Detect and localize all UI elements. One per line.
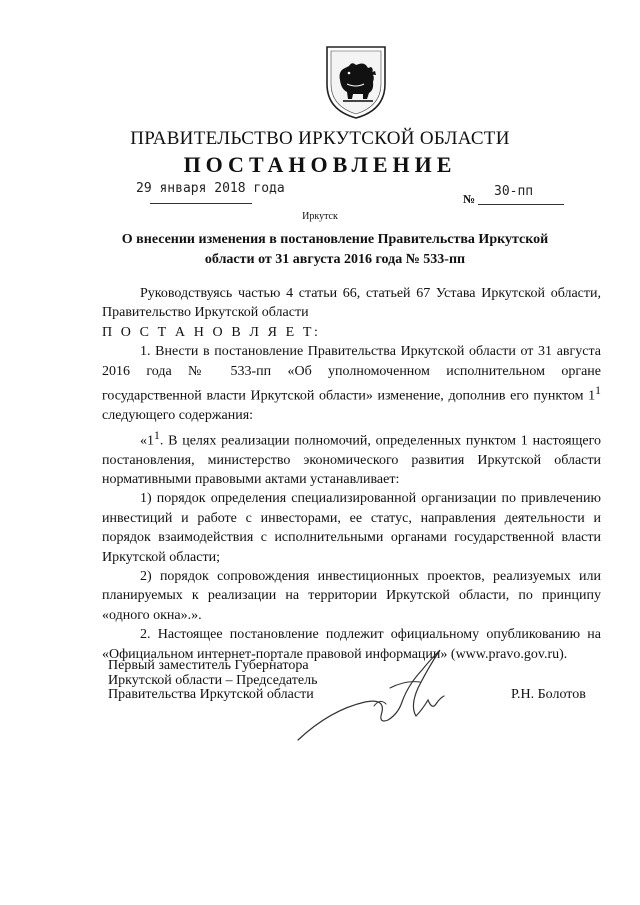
- role-line-1: Первый заместитель Губернатора: [108, 658, 309, 673]
- signatory-name: Р.Н. Болотов: [511, 687, 586, 702]
- role-line-2: Иркутской области – Председатель: [108, 672, 318, 688]
- government-name: ПРАВИТЕЛЬСТВО ИРКУТСКОЙ ОБЛАСТИ: [130, 128, 510, 149]
- number-sign: №: [463, 192, 476, 206]
- handwritten-signature-icon: [290, 640, 470, 750]
- quote-paragraph: [102, 426, 601, 490]
- city-label: Иркутск: [302, 211, 338, 222]
- document-subject: [90, 230, 580, 270]
- item-1-superscript: 1: [595, 384, 601, 398]
- subitem-2-paragraph: 2) порядок сопровождения инвестиционных проектов, реализуемых или планируемых к реализации на территории Иркутской области, по принципу «одного окна».».: [102, 569, 601, 623]
- item-1-text-end: следующего содержания:: [102, 408, 254, 424]
- quote-text: . В целях реализации полномочий, определенных пунктом 1 настоящего постановления, министерство экономического развития Иркутской области нормативными правовыми актами устанавливает:: [102, 433, 601, 487]
- date-underline: [150, 203, 252, 204]
- quote-superscript: 1: [154, 428, 160, 442]
- subject-line-2: области от 31 августа 2016 года № 533-пп: [204, 252, 466, 267]
- document-number: 30-пп: [494, 184, 534, 199]
- item-2-paragraph: 2. Настоящее постановление подлежит официальному опубликованию на «Официальном интернет-портале правовой информации» (www.pravo.gov.ru).: [102, 627, 601, 662]
- resolves-heading: П О С Т А Н О В Л Я Е Т:: [102, 324, 321, 340]
- item-1-paragraph: [102, 342, 601, 425]
- quote-start: «1: [140, 433, 154, 449]
- document-date: 29 января 2018 года: [136, 181, 285, 196]
- intro-paragraph: Руководствуясь частью 4 статьи 66, статьей 67 Устава Иркутской области, Правительство Иркутской области: [102, 286, 601, 321]
- document-body: [102, 284, 601, 664]
- subitem-1-paragraph: 1) порядок определения специализированной организации по привлечению инвестиций и работе с инвесторами, ее статус, направления деятельности и порядок взаимодействия с исполнительными органами государственной власти Иркутской области;: [102, 491, 601, 565]
- item-1-text: 1. Внести в постановление Правительства Иркутской области от 31 августа 2016 года № 533-пп «Об уполномоченном исполнительном органе государственной власти Иркутской области» изменение, дополнив его пунктом 1: [102, 344, 601, 404]
- number-underline: [478, 204, 564, 205]
- role-line-3: Правительства Иркутской области: [108, 687, 314, 702]
- subject-line-1: О внесении изменения в постановление Правительства Иркутской: [121, 232, 549, 247]
- document-type: ПОСТАНОВЛЕНИЕ: [183, 152, 457, 177]
- irkutsk-coat-of-arms-icon: [323, 44, 389, 120]
